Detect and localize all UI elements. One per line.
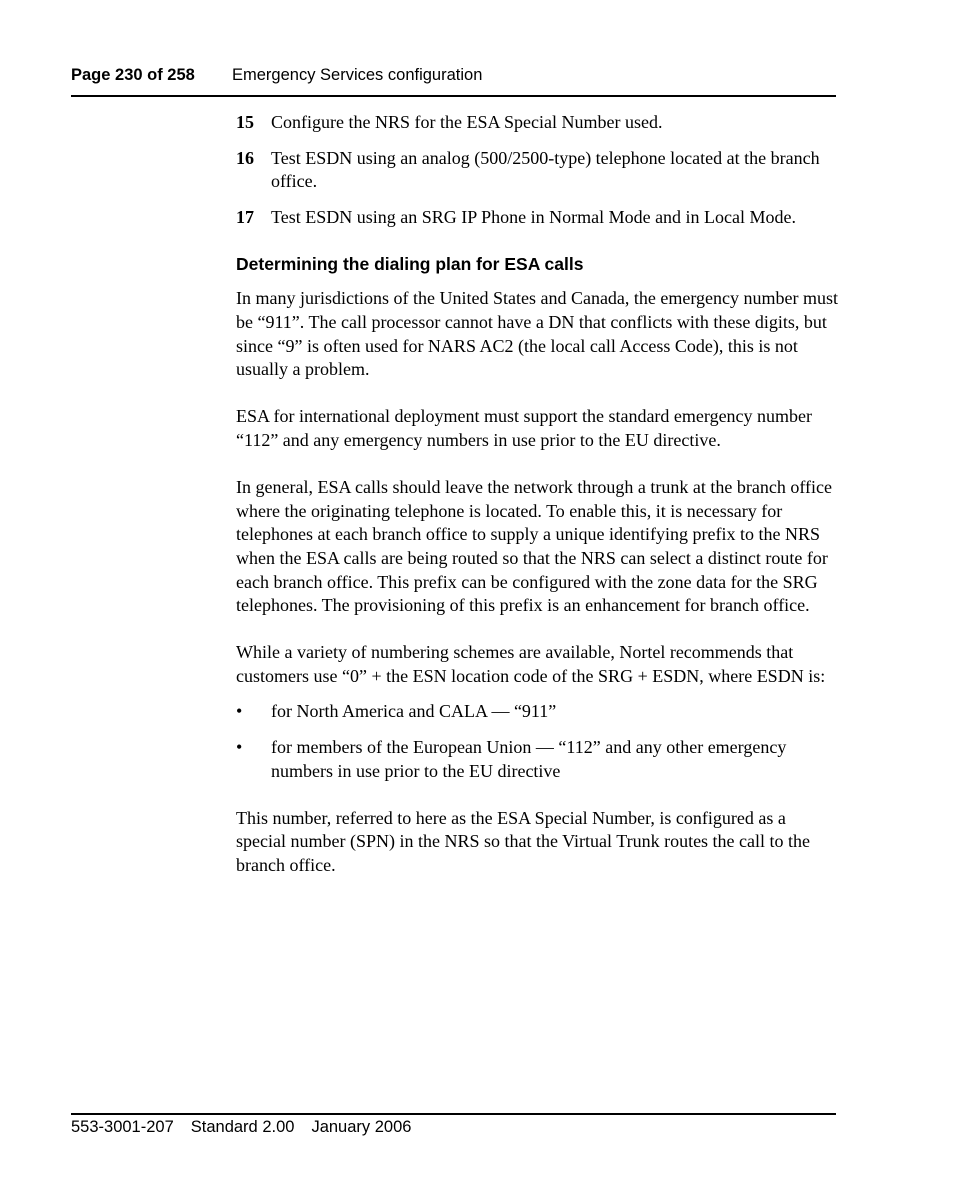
list-item [236, 700, 840, 724]
bullet-mark: • [236, 701, 243, 722]
step-text: Test ESDN using an SRG IP Phone in Normal Mode and in Local Mode. [271, 206, 797, 227]
paragraph: In many jurisdictions of the United States and Canada, the emergency number must be “911”. The call processor cannot have a DN that conflicts with these digits, but since “9” is often used for NARS AC2 (the local call Access Code), this is not usually a problem. [236, 288, 839, 380]
closing-paragraph: This number, referred to here as the ESA Special Number, is configured as a special number (SPN) in the NRS so that the Virtual Trunk routes the call to the branch office. [236, 807, 811, 876]
step-item [236, 147, 840, 194]
section-heading: Determining the dialing plan for ESA calls [236, 254, 584, 275]
document-number: 553-3001-207 [71, 1118, 174, 1136]
step-number: 16 [236, 147, 254, 168]
list-item [236, 736, 840, 783]
step-text: Test ESDN using an analog (500/2500-type) telephone located at the branch office. [271, 147, 820, 192]
page-body [236, 111, 840, 901]
step-item [236, 111, 840, 135]
header-rule [71, 95, 836, 97]
step-item [236, 206, 840, 230]
list-item-text: for members of the European Union — “112” and any other emergency numbers in use prior to the EU directive [271, 737, 787, 781]
page-footer [71, 1118, 428, 1137]
step-text: Configure the NRS for the ESA Special Number used. [271, 112, 663, 132]
step-number: 15 [236, 112, 254, 132]
section-title: Emergency Services configuration [232, 66, 483, 84]
document-date: January 2006 [311, 1118, 412, 1136]
paragraph: In general, ESA calls should leave the network through a trunk at the branch office where the originating telephone is located. To enable this, it is necessary for telephones at each branch office to supply a unique identifying prefix to the NRS when the ESA calls are being routed so that the NRS can select a distinct route for each branch office. This prefix can be configured with the zone data for the SRG telephones. The provisioning of this prefix is an enhancement for branch office. [236, 477, 832, 616]
paragraph: While a variety of numbering schemes are available, Nortel recommends that customers use “0” + the ESN location code of the SRG + ESDN, where ESDN is: [236, 642, 826, 686]
step-number: 17 [236, 206, 254, 227]
footer-rule [71, 1113, 836, 1115]
paragraph: ESA for international deployment must support the standard emergency number “112” and any emergency numbers in use prior to the EU directive. [236, 406, 813, 450]
document-standard: Standard 2.00 [190, 1118, 295, 1136]
bullet-mark: • [236, 737, 243, 758]
page-header [71, 66, 835, 86]
list-item-text: for North America and CALA — “911” [271, 701, 557, 722]
page-number: Page 230 of 258 [71, 66, 195, 84]
